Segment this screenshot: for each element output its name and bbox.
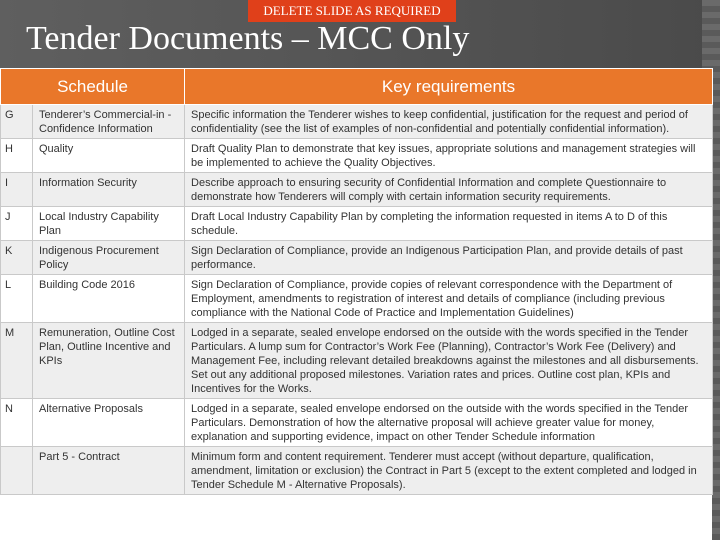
table-header-row bbox=[1, 69, 713, 105]
key-requirement: Specific information the Tenderer wishes to keep confidential, justification for the request and period of confidentiality (see the list of examples of non-confidential and potentially confidential information). bbox=[185, 105, 713, 139]
schedule-letter: G bbox=[1, 105, 33, 139]
table-row bbox=[1, 323, 713, 399]
table-row bbox=[1, 447, 713, 495]
schedule-name: Indigenous Procurement Policy bbox=[33, 241, 185, 275]
schedule-name: Information Security bbox=[33, 173, 185, 207]
schedule-letter: I bbox=[1, 173, 33, 207]
key-requirement: Draft Local Industry Capability Plan by completing the information requested in items A to D of this schedule. bbox=[185, 207, 713, 241]
header-schedule: Schedule bbox=[1, 69, 185, 105]
key-requirement: Draft Quality Plan to demonstrate that key issues, appropriate solutions and management strategies will be implemented to achieve the Quality Objectives. bbox=[185, 139, 713, 173]
key-requirement: Lodged in a separate, sealed envelope endorsed on the outside with the words specified in the Tender Particulars. Demonstration of how the alternative proposal will achieve greater value for money, explanation and supporting evidence, impact on other Tender Schedule information bbox=[185, 399, 713, 447]
schedule-name: Remuneration, Outline Cost Plan, Outline Incentive and KPIs bbox=[33, 323, 185, 399]
schedule-name: Alternative Proposals bbox=[33, 399, 185, 447]
schedule-letter: H bbox=[1, 139, 33, 173]
key-requirement: Lodged in a separate, sealed envelope endorsed on the outside with the words specified in the Tender Particulars. A lump sum for Contractor’s Work Fee (Planning), Contractor’s Work Fee (Delivery) and Management Fee, including relevant detailed breakdowns against the milestones and all disbursements. Set out any additional proposed milestones. Variation rates and prices. Outline cost plan, KPIs and Incentives for the Works. bbox=[185, 323, 713, 399]
delete-slide-tag: DELETE SLIDE AS REQUIRED bbox=[248, 0, 456, 22]
table-row bbox=[1, 399, 713, 447]
schedule-name: Quality bbox=[33, 139, 185, 173]
key-requirement: Sign Declaration of Compliance, provide copies of relevant correspondence with the Department of Employment, amendments to registration of interest and details of compliance (including previous compliance with the National Code of Practice and Implementation Guidelines) bbox=[185, 275, 713, 323]
schedule-letter bbox=[1, 447, 33, 495]
schedule-letter: J bbox=[1, 207, 33, 241]
key-requirement: Sign Declaration of Compliance, provide an Indigenous Participation Plan, and provide details of past performance. bbox=[185, 241, 713, 275]
schedule-name: Tenderer’s Commercial-in -Confidence Information bbox=[33, 105, 185, 139]
schedule-letter: M bbox=[1, 323, 33, 399]
table-row bbox=[1, 275, 713, 323]
table-row bbox=[1, 173, 713, 207]
header-key-requirements: Key requirements bbox=[185, 69, 713, 105]
tender-schedule-table-container bbox=[0, 68, 712, 540]
key-requirement: Describe approach to ensuring security of Confidential Information and complete Questionnaire to demonstrate how Tenderers will comply with certain information security requirements. bbox=[185, 173, 713, 207]
schedule-name: Part 5 - Contract bbox=[33, 447, 185, 495]
table-row bbox=[1, 105, 713, 139]
schedule-letter: K bbox=[1, 241, 33, 275]
schedule-letter: L bbox=[1, 275, 33, 323]
schedule-name: Local Industry Capability Plan bbox=[33, 207, 185, 241]
tender-schedule-table bbox=[0, 68, 713, 495]
key-requirement: Minimum form and content requirement. Tenderer must accept (without departure, qualification, amendment, limitation or exclusion) the Contract in Part 5 (except to the extent completed and lodged in Tender Schedule M - Alternative Proposals). bbox=[185, 447, 713, 495]
schedule-name: Building Code 2016 bbox=[33, 275, 185, 323]
schedule-letter: N bbox=[1, 399, 33, 447]
table-row bbox=[1, 139, 713, 173]
slide-title: Tender Documents – MCC Only bbox=[26, 20, 470, 57]
table-row bbox=[1, 241, 713, 275]
table-row bbox=[1, 207, 713, 241]
